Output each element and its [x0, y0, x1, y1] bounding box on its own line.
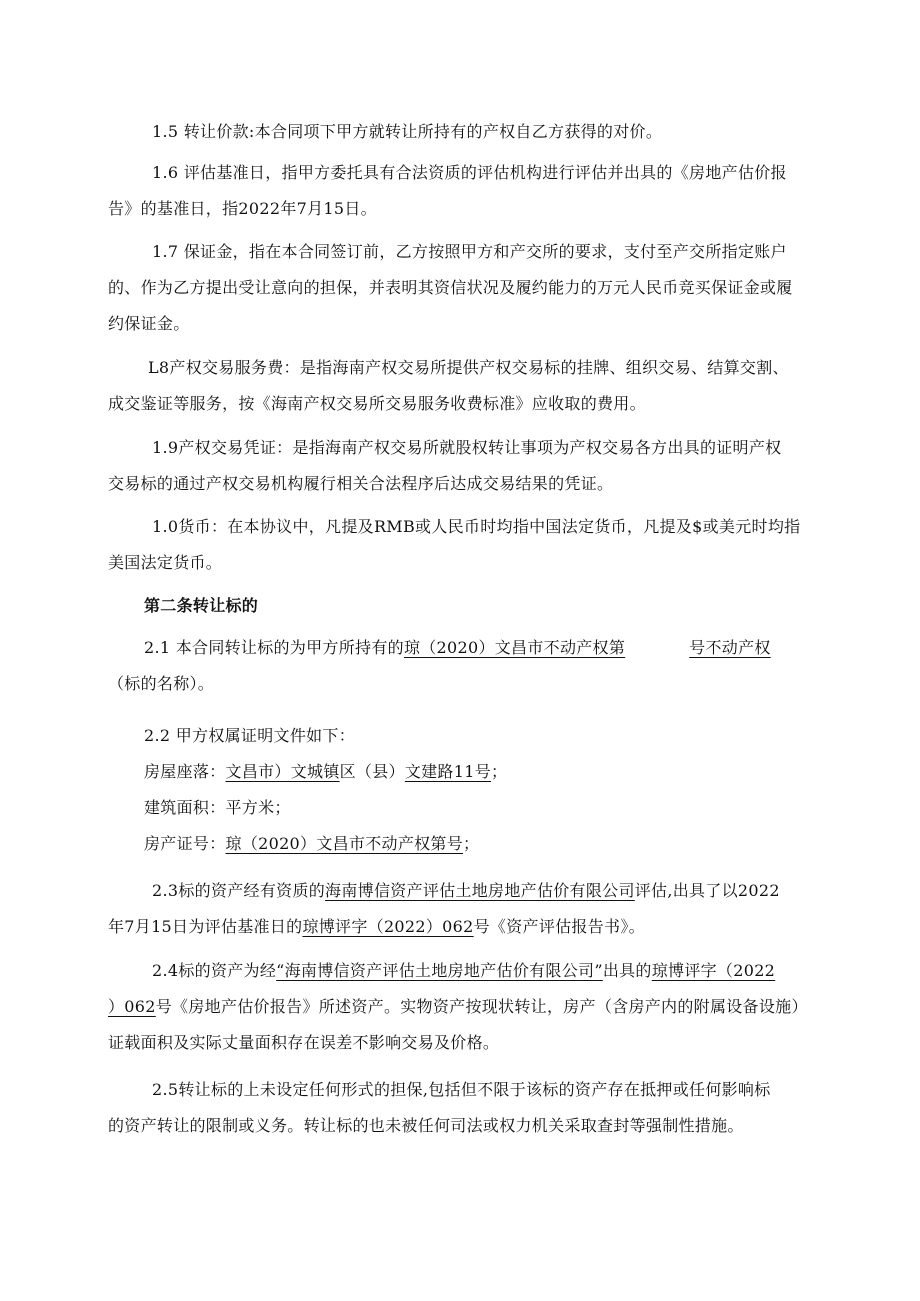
property-address-label: 房屋座落：	[144, 762, 226, 781]
clause-2-5	[108, 1072, 820, 1144]
clause-2-2	[108, 718, 820, 862]
clause-1-7-line-2: 的、作为乙方提出受让意向的担保，并表明其资信状况及履约能力的万元人民币竞买保证金或履	[108, 278, 793, 297]
section-2-heading	[108, 588, 820, 624]
clause-2-4-report-part-1: 琼博评字（2022	[651, 961, 776, 980]
clause-2-4-suffix: 号《房地产估价报告》所述资产。实物资产按现状转让，房产（含房产内的附属设备设施）	[155, 997, 808, 1016]
clause-2-1-cert-part-1: 琼（2020）文昌市不动产权第	[403, 638, 626, 657]
property-address-road: 文建路11号	[404, 762, 491, 781]
clause-2-3-line-1	[108, 873, 820, 909]
property-address	[108, 754, 820, 790]
clause-1-10	[108, 509, 820, 581]
clause-1-9-line-1: 1.9产权交易凭证：是指海南产权交易所就股权转让事项为产权交易各方出具的证明产权	[152, 438, 782, 457]
clause-2-3-suffix: 号《资产评估报告书》。	[473, 917, 645, 936]
building-area: 建筑面积：平方米；	[144, 798, 291, 817]
clause-1-10-line-1: 1.0货币：在本协议中，凡提及RMB或人民币时均指中国法定货币，凡提及$或美元时均指	[152, 517, 801, 536]
clause-2-1-line-2: （标的名称）。	[108, 674, 215, 693]
clause-2-3-line-2	[108, 909, 820, 945]
clause-1-6-line-2: 告》的基准日，指2022年7月15日。	[108, 199, 377, 218]
clause-1-6	[108, 155, 820, 227]
clause-2-3-prefix: 2.3标的资产经有资质的	[152, 881, 326, 900]
property-cert-label: 房产证号：	[144, 834, 226, 853]
clause-2-4-prefix: 2.4标的资产为经	[152, 961, 277, 980]
clause-2-1-line-1	[108, 630, 820, 666]
clause-2-5-line-1: 2.5转让标的上未设定任何形式的担保,包括但不限于该标的资产存在抵押或任何影响标	[152, 1080, 771, 1099]
clause-1-8-line-2: 成交鉴证等服务，按《海南产权交易所交易服务收费标准》应收取的费用。	[108, 394, 646, 413]
clause-2-2-title: 2.2 甲方权属证明文件如下：	[144, 726, 356, 745]
clause-2-4-line-1	[108, 953, 820, 989]
clause-1-7	[108, 234, 820, 342]
property-cert-number: 琼（2020）文昌市不动产权第号	[225, 834, 464, 853]
clause-2-3-appraiser: 海南博信资产评估土地房地产估价有限公司	[325, 881, 635, 900]
clause-1-9	[108, 430, 820, 502]
clause-2-1	[108, 630, 820, 702]
clause-2-4-appraiser: “海南博信资产评估土地房地产估价有限公司”	[276, 961, 603, 980]
clause-1-6-line-1: 1.6 评估基准日，指甲方委托具有合法资质的评估机构进行评估并出具的《房地产估价报	[152, 163, 787, 182]
clause-2-4-report-part-2: ）062	[108, 997, 156, 1016]
clause-1-5-line-1: 1.5 转让价款:本合同项下甲方就转让所持有的产权自乙方获得的对价。	[152, 122, 663, 141]
property-cert	[108, 826, 820, 862]
property-address-district: 区（县）	[339, 762, 405, 781]
clause-1-10-line-2: 美国法定货币。	[108, 553, 223, 572]
clause-2-4-line-3: 证载面积及实际丈量面积存在误差不影响交易及价格。	[108, 1033, 500, 1052]
clause-1-7-line-1: 1.7 保证金，指在本合同签订前，乙方按照甲方和产交所的要求，支付至产交所指定账户	[152, 242, 787, 261]
clause-1-7-line-3: 约保证金。	[108, 314, 190, 333]
clause-2-4	[108, 953, 820, 1061]
clause-2-3-date: 年7月15日为评估基准日的	[108, 917, 303, 936]
section-2-title: 第二条转让标的	[144, 596, 259, 615]
clause-2-3-report-number: 琼博评字（2022）062	[302, 917, 474, 936]
clause-1-9-line-2: 交易标的通过产权交易机构履行相关合法程序后达成交易结果的凭证。	[108, 474, 614, 493]
clause-1-8-line-1: L8产权交易服务费：是指海南产权交易所提供产权交易标的挂牌、组织交易、结算交割、	[148, 358, 789, 377]
clause-2-5-line-2: 的资产转让的限制或义务。转让标的也未被任何司法或权力机关采取查封等强制性措施。	[108, 1116, 744, 1135]
clause-2-1-cert-part-2: 号不动产权	[689, 638, 771, 657]
clause-1-5	[108, 114, 820, 150]
clause-2-4-line-2	[108, 989, 820, 1025]
clause-2-1-cert-number	[404, 638, 771, 657]
property-address-town: 文昌市）文城镇	[225, 762, 340, 781]
property-cert-end: ；	[463, 834, 480, 853]
clause-2-3-mid: 评估,出具了以2022	[634, 881, 780, 900]
clause-2-4-mid: 出具的	[602, 961, 652, 980]
property-address-end: ；	[491, 762, 508, 781]
clause-1-8	[108, 350, 820, 422]
clause-2-1-prefix: 2.1 本合同转让标的为甲方所持有的	[144, 638, 404, 657]
clause-2-3	[108, 873, 820, 945]
